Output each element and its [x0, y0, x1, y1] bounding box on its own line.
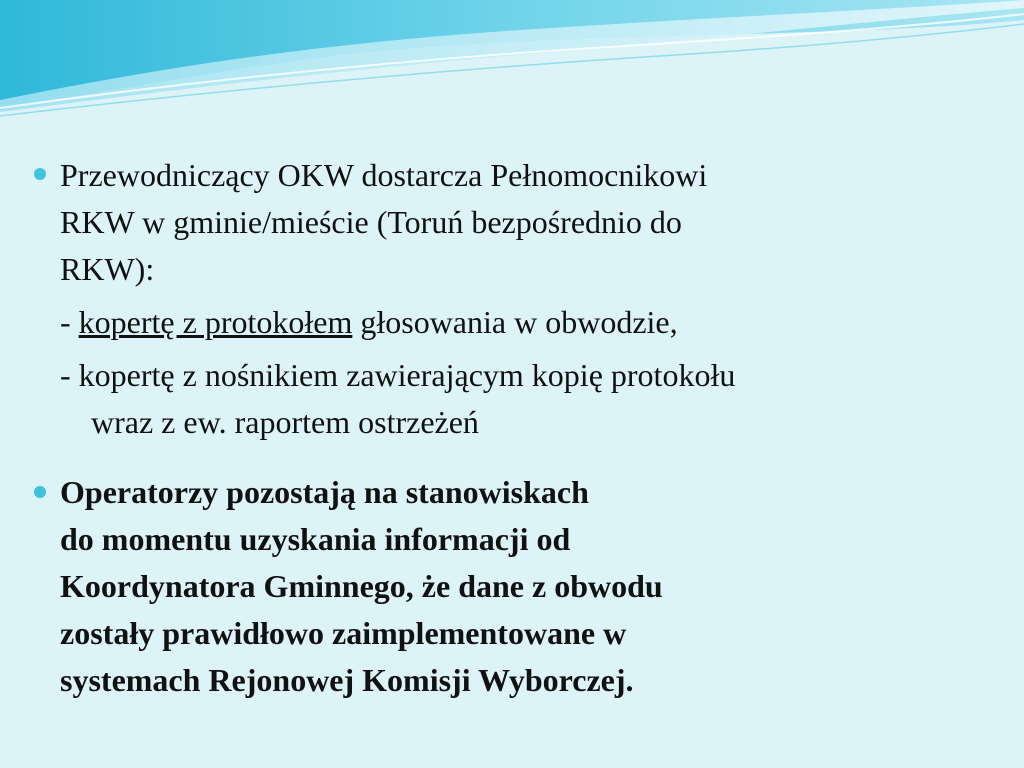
bullet-dot-icon [34, 168, 46, 180]
sub-item-2-line1: - kopertę z nośnikiem zawierającym kopię protokołu [60, 357, 736, 393]
bullet-item-1 [32, 152, 992, 446]
sub-item-1 [60, 299, 992, 346]
header-wave-decoration [0, 0, 1024, 120]
bullet2-line4: zostały prawidłowo zaimplementowane w [60, 615, 627, 651]
bullet-dot-icon [34, 486, 46, 498]
slide-content [32, 152, 992, 704]
sub-item-1-prefix: - [60, 304, 79, 340]
bullet2-line5: systemach Rejonowej Komisji Wyborczej. [60, 662, 634, 698]
sub-item-1-underlined: kopertę z protokołem [78, 304, 353, 340]
bullet-item-2 [32, 469, 992, 704]
sub-item-2-line2: wraz z ew. raportem ostrzeżeń [91, 404, 479, 440]
bullet1-line3: RKW): [60, 251, 155, 287]
bullet2-line1: Operatorzy pozostają na stanowiskach [60, 474, 589, 510]
bullet1-line1: Przewodniczący OKW dostarcza Pełnomocnikowi [60, 157, 708, 193]
bullet1-line2: RKW w gminie/mieście (Toruń bezpośrednio do [60, 204, 682, 240]
sub-item-1-rest: głosowania w obwodzie, [352, 304, 678, 340]
bullet2-line3: Koordynatora Gminnego, że dane z obwodu [60, 568, 663, 604]
bullet2-line2: do momentu uzyskania informacji od [60, 521, 571, 557]
